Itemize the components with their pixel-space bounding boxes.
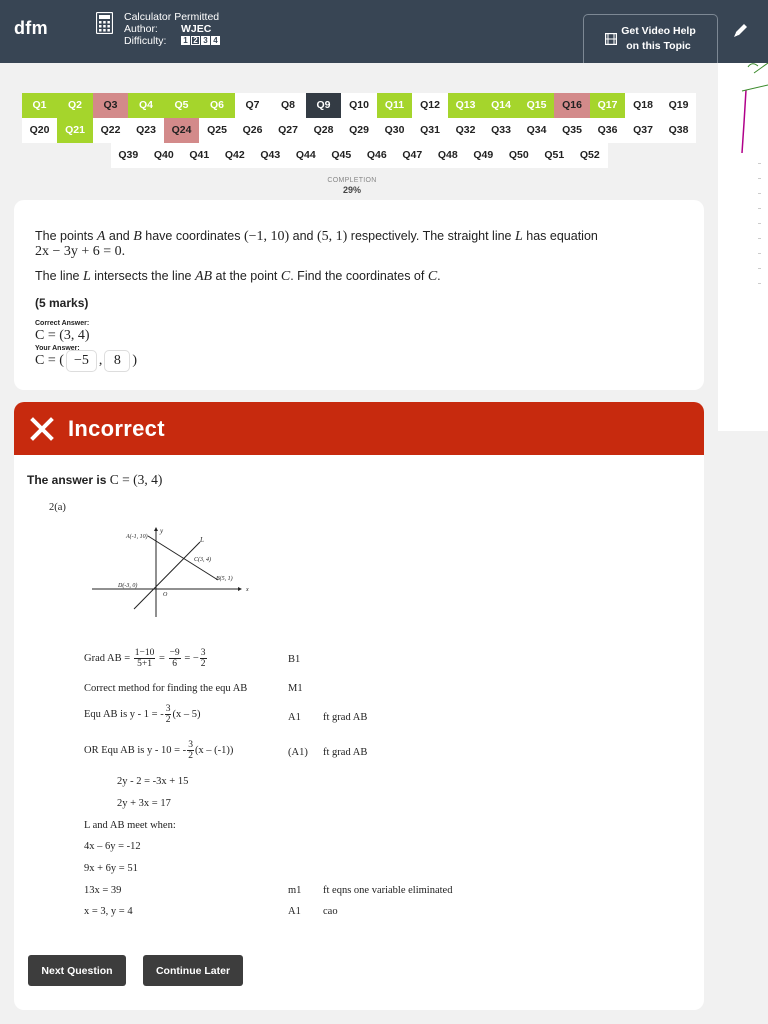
video-help-line1: Get Video Help: [621, 25, 696, 37]
question-meta: [124, 11, 220, 47]
calculator-status: Calculator Permitted: [124, 11, 220, 23]
question-nav-q23[interactable]: Q23: [128, 118, 164, 143]
equation-1-mark: A1: [288, 712, 301, 723]
correct-answer-value: C = (3, 4): [35, 328, 90, 343]
method-mark: M1: [288, 683, 303, 694]
continue-later-button[interactable]: Continue Later: [143, 955, 243, 986]
graph-label-o: O: [163, 592, 168, 598]
answer-x-input[interactable]: −5: [66, 350, 97, 372]
line-equation: 2x − 3y + 6 = 0.: [35, 244, 126, 259]
top-bar: [0, 0, 768, 63]
your-answer-label: Your Answer:: [35, 345, 80, 352]
question-text-2: The line L intersects the line AB at the point C. Find the coordinates of C.: [35, 269, 441, 284]
elimination-mark: m1: [288, 885, 302, 896]
video-help-button[interactable]: [583, 14, 718, 63]
pen-icon[interactable]: [732, 21, 750, 44]
question-nav-q14[interactable]: Q14: [483, 93, 519, 118]
question-marks: (5 marks): [35, 296, 89, 310]
question-nav-q33[interactable]: Q33: [483, 118, 519, 143]
cross-icon: [30, 417, 54, 441]
question-nav-q42[interactable]: Q42: [217, 143, 253, 168]
question-nav-q1[interactable]: Q1: [22, 93, 58, 118]
graph-label-d: D(-3, 0): [118, 583, 138, 589]
gradient-mark: B1: [288, 654, 301, 665]
question-nav-q6[interactable]: Q6: [199, 93, 235, 118]
question-nav-q44[interactable]: Q44: [288, 143, 324, 168]
question-nav-q28[interactable]: Q28: [306, 118, 342, 143]
question-nav-q52[interactable]: Q52: [572, 143, 608, 168]
question-nav-q37[interactable]: Q37: [625, 118, 661, 143]
graph-label-a: A(-1, 10): [126, 534, 148, 540]
elimination-note: ft eqns one variable eliminated: [323, 885, 453, 896]
your-answer-separator: ,: [98, 353, 103, 368]
question-nav-q7[interactable]: Q7: [235, 93, 271, 118]
equation-1-note: ft grad AB: [323, 712, 368, 723]
final-answer-mark: A1: [288, 906, 301, 917]
question-nav-q19[interactable]: Q19: [661, 93, 697, 118]
question-nav-q50[interactable]: Q50: [501, 143, 537, 168]
difficulty-label: Difficulty:: [124, 35, 167, 47]
difficulty-level-4: 4: [211, 36, 220, 45]
video-help-line2: on this Topic: [626, 40, 691, 52]
working-step-1: 2y - 2 = -3x + 15: [117, 776, 189, 787]
graph-label-y: y: [160, 527, 164, 535]
question-nav-q29[interactable]: Q29: [341, 118, 377, 143]
question-nav-q12[interactable]: Q12: [412, 93, 448, 118]
result-card: [14, 402, 704, 1010]
calculator-icon: [96, 12, 113, 39]
question-nav-q10[interactable]: Q10: [341, 93, 377, 118]
equation-line-2: OR Equ AB is y - 10 = - $\frac{3}{2}$ (x – (-1)): [84, 740, 234, 761]
equation-2-note: ft grad AB: [323, 747, 368, 758]
question-nav-q36[interactable]: Q36: [590, 118, 626, 143]
question-nav-row: [21, 143, 697, 168]
question-nav-q4[interactable]: Q4: [128, 93, 164, 118]
question-nav-q15[interactable]: Q15: [519, 93, 555, 118]
difficulty-level-1: 1: [181, 36, 190, 45]
completion-indicator: [318, 177, 386, 195]
difficulty-indicator: [181, 36, 220, 47]
scheme-part: 2(a): [49, 502, 66, 513]
working-step-2: 2y + 3x = 17: [117, 798, 171, 809]
question-nav-q48[interactable]: Q48: [430, 143, 466, 168]
result-heading: Incorrect: [68, 415, 165, 441]
film-icon: [605, 33, 617, 45]
question-nav-q18[interactable]: Q18: [625, 93, 661, 118]
question-nav-q51[interactable]: Q51: [537, 143, 573, 168]
question-nav-q49[interactable]: Q49: [466, 143, 502, 168]
question-nav-q21[interactable]: Q21: [57, 118, 93, 143]
question-nav-q13[interactable]: Q13: [448, 93, 484, 118]
question-nav-q9[interactable]: Q9: [306, 93, 342, 118]
question-nav-q8[interactable]: Q8: [270, 93, 306, 118]
your-answer: [35, 350, 137, 372]
final-answer-note: cao: [323, 906, 338, 917]
author-value: WJEC: [181, 23, 212, 35]
question-nav-row: [21, 93, 697, 118]
question-nav-row: [21, 118, 697, 143]
graph-label-b: B(5, 1): [216, 576, 233, 582]
question-nav-q20[interactable]: Q20: [22, 118, 58, 143]
meet-line: L and AB meet when:: [84, 820, 176, 831]
question-nav-q47[interactable]: Q47: [395, 143, 431, 168]
question-nav-q11[interactable]: Q11: [377, 93, 413, 118]
question-nav-q16[interactable]: Q16: [554, 93, 590, 118]
completion-value: 29%: [342, 185, 361, 195]
gradient-line: Grad AB = $\frac{1-10}{5+1}$ = $\frac{-9}{6}$ = − $\frac{3}{2}$: [84, 648, 206, 669]
final-answer-line: x = 3, y = 4: [84, 906, 133, 917]
graph-label-x: x: [246, 587, 249, 593]
question-nav-q2[interactable]: Q2: [57, 93, 93, 118]
equation-2-mark: (A1): [288, 747, 308, 758]
equation-line-1: Equ AB is y - 1 = - $\frac{3}{2}$ (x – 5): [84, 704, 201, 725]
drawing-canvas[interactable]: [718, 63, 768, 431]
question-nav-q40[interactable]: Q40: [146, 143, 182, 168]
question-nav-q43[interactable]: Q43: [253, 143, 289, 168]
question-text: The points A and B have coordinates (−1, 10) and (5, 1) respectively. The straight line L has equation 2x − 3y + 6 = 0.: [35, 229, 598, 259]
question-nav-q38[interactable]: Q38: [661, 118, 697, 143]
question-nav-q17[interactable]: Q17: [590, 93, 626, 118]
difficulty-level-3: 3: [201, 36, 210, 45]
your-answer-prefix: C = (: [35, 353, 64, 368]
question-nav-q25[interactable]: Q25: [199, 118, 235, 143]
question-nav-q34[interactable]: Q34: [519, 118, 555, 143]
answer-statement: The answer is C = (3, 4): [27, 472, 163, 487]
question-nav-q26[interactable]: Q26: [235, 118, 271, 143]
question-nav-q32[interactable]: Q32: [448, 118, 484, 143]
question-nav-q5[interactable]: Q5: [164, 93, 200, 118]
question-nav-q31[interactable]: Q31: [412, 118, 448, 143]
correct-answer-label: Correct Answer:: [35, 320, 90, 327]
graph-label-c: C(3, 4): [194, 557, 211, 563]
question-card: [14, 200, 704, 390]
question-nav-q30[interactable]: Q30: [377, 118, 413, 143]
question-nav-q24[interactable]: Q24: [164, 118, 200, 143]
question-nav-q39[interactable]: Q39: [111, 143, 147, 168]
result-header: [14, 402, 704, 455]
elimination-line: 13x = 39: [84, 885, 122, 896]
system-equation-2: 9x + 6y = 51: [84, 863, 138, 874]
logo[interactable]: dfm: [14, 18, 48, 38]
coordinate-graph: [88, 524, 258, 619]
question-nav-q27[interactable]: Q27: [270, 118, 306, 143]
next-question-button[interactable]: Next Question: [28, 955, 126, 986]
your-answer-suffix: ): [132, 353, 138, 368]
question-nav-q46[interactable]: Q46: [359, 143, 395, 168]
method-line: Correct method for finding the equ AB: [84, 683, 248, 694]
question-nav-q41[interactable]: Q41: [182, 143, 218, 168]
answer-y-input[interactable]: 8: [104, 350, 130, 372]
graph-label-l: L: [200, 536, 204, 544]
author-label: Author:: [124, 23, 158, 35]
question-nav-q3[interactable]: Q3: [93, 93, 129, 118]
question-nav-q35[interactable]: Q35: [554, 118, 590, 143]
system-equation-1: 4x – 6y = -12: [84, 841, 141, 852]
difficulty-level-2: 2: [191, 36, 200, 45]
question-navigator: [21, 93, 697, 168]
question-nav-q22[interactable]: Q22: [93, 118, 129, 143]
completion-label: COMPLETION: [327, 177, 377, 184]
question-nav-q45[interactable]: Q45: [324, 143, 360, 168]
